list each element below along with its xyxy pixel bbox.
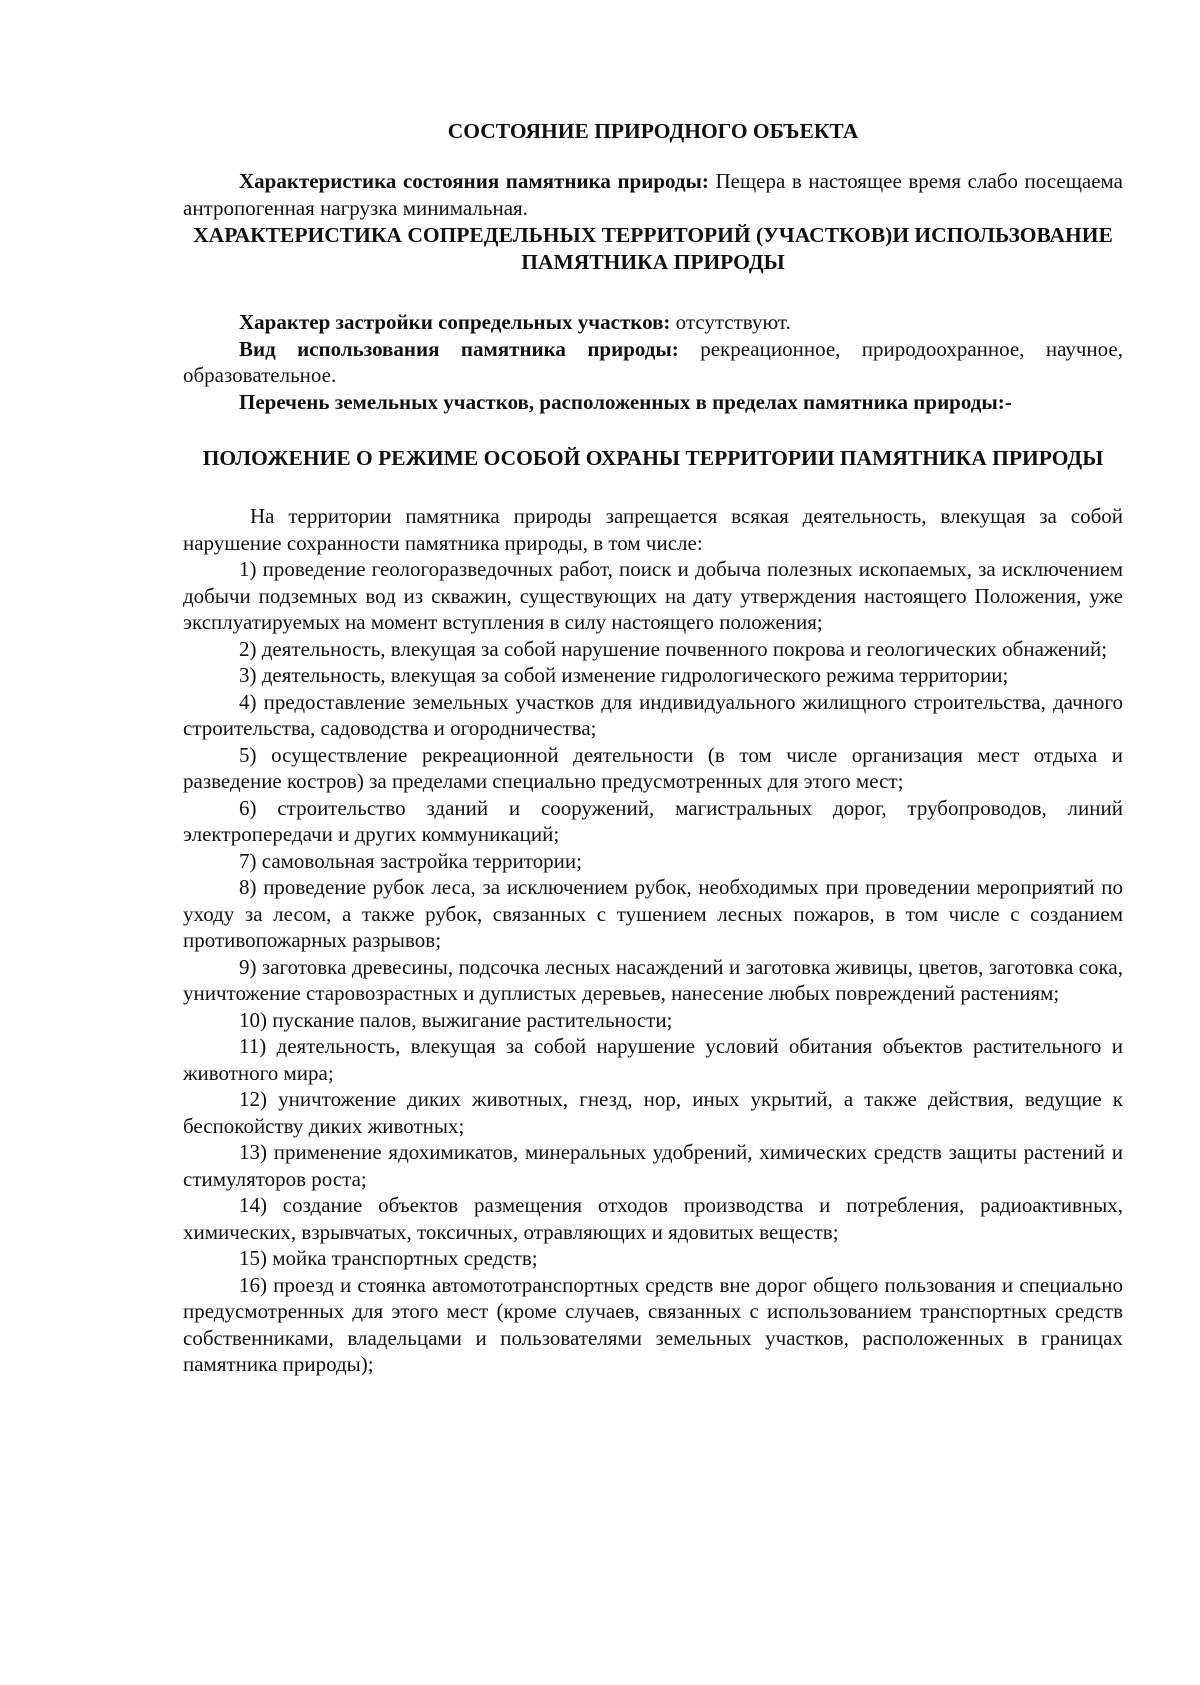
list-item: 14) создание объектов размещения отходов производства и потребления, радиоактивных, химических, взрывчатых, токсичных, отравляющих и ядовитых веществ; <box>183 1193 1123 1244</box>
prohibition-list <box>183 556 1123 1378</box>
document-body <box>183 118 1123 1378</box>
usage-label: Вид использования памятника природы: <box>239 336 679 361</box>
state-title: СОСТОЯНИЕ ПРИРОДНОГО ОБЪЕКТА <box>447 119 859 143</box>
list-item: 4) предоставление земельных участков для индивидуального жилищного строительства, дачного строительства, садоводства и огородничества; <box>183 689 1123 740</box>
state-paragraph <box>183 168 1123 221</box>
list-item: 9) заготовка древесины, подсочка лесных насаждений и заготовка живицы, цветов, заготовка сока, уничтожение старовозрастных и дуплистых деревьев, нанесение любых повреждений растениям; <box>183 954 1123 1005</box>
plots-paragraph <box>183 389 1123 416</box>
buildup-text: отсутствуют. <box>670 310 791 334</box>
list-item: 15) мойка транспортных средств; <box>239 1246 538 1270</box>
plots-label: Перечень земельных участков, расположенных в пределах памятника природы:- <box>239 389 1012 414</box>
buildup-paragraph <box>183 309 1123 336</box>
buildup-label: Характер застройки сопредельных участков: <box>239 310 671 334</box>
regime-intro: На территории памятника природы запрещается всякая деятельность, влекущая за собой нарушение сохранности памятника природы, в том числе: <box>183 504 1123 555</box>
regime-title: ПОЛОЖЕНИЕ О РЕЖИМЕ ОСОБОЙ ОХРАНЫ ТЕРРИТОРИИ ПАМЯТНИКА ПРИРОДЫ <box>202 446 1104 470</box>
list-item: 16) проезд и стоянка автомототранспортных средств вне дорог общего пользования и специально предусмотренных для этого мест (кроме случаев, связанных с использованием транспортных средств собственниками, владельцами и пользователями земельных участков, расположенных в границах памятника природы); <box>183 1272 1123 1376</box>
list-item: 10) пускание палов, выжигание растительности; <box>239 1007 673 1032</box>
adjacent-title: ХАРАКТЕРИСТИКА СОПРЕДЕЛЬНЫХ ТЕРРИТОРИЙ (УЧАСТКОВ)И ИСПОЛЬЗОВАНИЕ ПАМЯТНИКА ПРИРОДЫ <box>193 223 1113 274</box>
usage-paragraph <box>183 336 1123 389</box>
list-item: 1) проведение геологоразведочных работ, поиск и добыча полезных ископаемых, за исключением добычи подземных вод из скважин, существующих на дату утверждения настоящего Положения, уже эксплуатируемых на момент вступления в силу настоящего положения; <box>183 557 1123 634</box>
list-item: 6) строительство зданий и сооружений, магистральных дорог, трубопроводов, линий электропередачи и других коммуникаций; <box>183 795 1123 846</box>
list-item: 7) самовольная застройка территории; <box>239 848 582 873</box>
list-item: 8) проведение рубок леса, за исключением рубок, необходимых при проведении мероприятий по уходу за лесом, а также рубок, связанных с тушением лесных пожаров, в том числе с созданием противопожарных разрывов; <box>183 875 1123 952</box>
state-label: Характеристика состояния памятника природы: <box>239 169 709 193</box>
list-item: 5) осуществление рекреационной деятельности (в том числе организация мест отдыха и разведение костров) за пределами специально предусмотренных для этого мест; <box>183 742 1123 793</box>
list-item: 2) деятельность, влекущая за собой нарушение почвенного покрова и геологических обнажений; <box>239 636 1108 661</box>
usage-text: рекреационное, природоохранное, научное, образовательное. <box>183 336 1123 387</box>
list-item: 3) деятельность, влекущая за собой изменение гидрологического режима территории; <box>239 663 1009 687</box>
list-item: 13) применение ядохимикатов, минеральных удобрений, химических средств защиты растений и стимуляторов роста; <box>183 1140 1123 1191</box>
state-text: Пещера в настоящее время слабо посещаема антропогенная нагрузка минимальная. <box>183 169 1123 220</box>
list-item: 12) уничтожение диких животных, гнезд, нор, иных укрытий, а также действия, ведущие к беспокойству диких животных; <box>183 1087 1123 1138</box>
list-item: 11) деятельность, влекущая за собой нарушение условий обитания объектов растительного и животного мира; <box>183 1034 1123 1085</box>
